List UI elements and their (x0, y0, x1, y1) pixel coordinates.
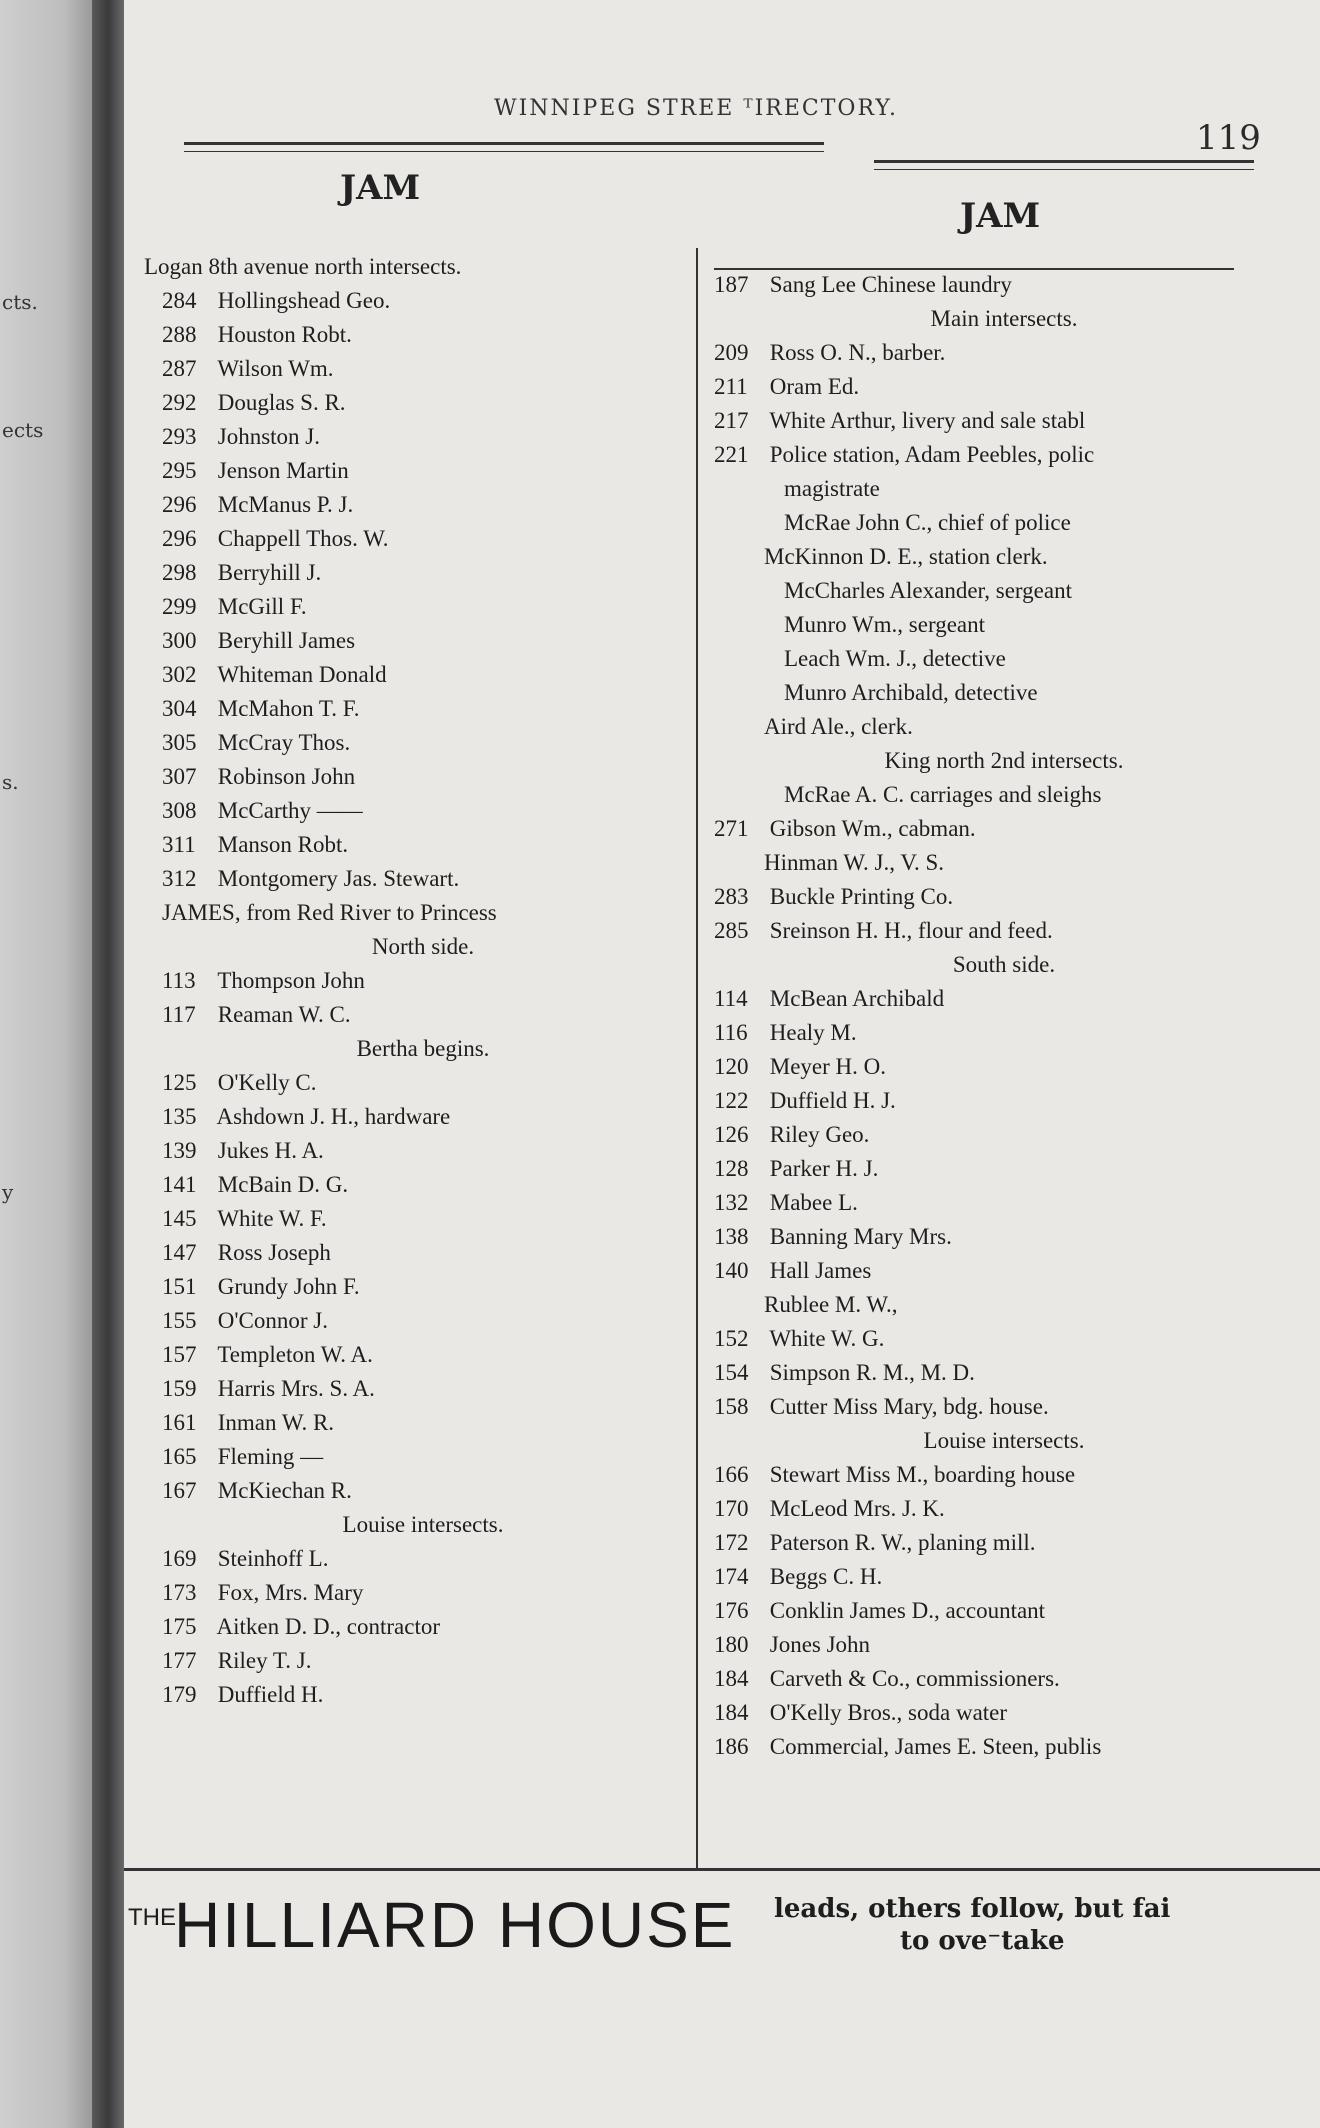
entry-text: Sreinson H. H., flour and feed. (764, 918, 1053, 943)
directory-entry: Munro Archibald, detective (784, 680, 1038, 705)
directory-entry (714, 1050, 1294, 1084)
entry-text: Jenson Martin (212, 458, 349, 483)
section-heading: Louise intersects. (923, 1428, 1085, 1453)
directory-entry (714, 812, 1294, 846)
house-number: 186 (714, 1734, 749, 1759)
section-heading: South side. (952, 952, 1056, 977)
entry-text: Harris Mrs. S. A. (212, 1376, 375, 1401)
house-number: 135 (162, 1104, 197, 1129)
house-number: 173 (162, 1580, 197, 1605)
house-number: 166 (714, 1462, 749, 1487)
footer-rule (124, 1868, 1320, 1871)
entry-text: Simpson R. M., M. D. (764, 1360, 975, 1385)
directory-entry (714, 1662, 1294, 1696)
directory-entry (714, 1118, 1294, 1152)
directory-entry (714, 1322, 1294, 1356)
directory-entry (124, 1236, 684, 1270)
ad-tagline-1: leads, others follow, but fai (774, 1894, 1171, 1924)
entry-text: Chappell Thos. W. (212, 526, 389, 551)
directory-entry (124, 624, 684, 658)
entry-text: O'Connor J. (212, 1308, 328, 1333)
directory-entry: JAMES, from Red River to Princess (162, 900, 497, 925)
directory-entry (124, 352, 684, 386)
entry-text: Riley Geo. (764, 1122, 870, 1147)
right-column (714, 268, 1294, 1764)
entry-text: McKiechan R. (212, 1478, 352, 1503)
house-number: 139 (162, 1138, 197, 1163)
directory-entry (124, 1440, 684, 1474)
entry-text: Johnston J. (212, 424, 320, 449)
column-divider (696, 248, 698, 1868)
directory-entry: McRae A. C. carriages and sleighs (784, 782, 1102, 807)
section-heading: Louise intersects. (342, 1512, 504, 1537)
directory-entry (124, 1644, 684, 1678)
directory-entry: McRae John C., chief of police (784, 510, 1071, 535)
directory-entry (124, 590, 684, 624)
margin-fragment: ects (2, 418, 44, 442)
margin-fragment: cts. (2, 290, 38, 314)
house-number: 293 (162, 424, 197, 449)
house-number: 300 (162, 628, 197, 653)
section-heading: Main intersects. (930, 306, 1078, 331)
house-number: 292 (162, 390, 197, 415)
entry-text: McMahon T. F. (212, 696, 360, 721)
hilliard-house-advertisement (124, 1888, 1320, 1961)
section-heading: Logan 8th avenue north intersects. (144, 254, 462, 279)
directory-entry (124, 1100, 684, 1134)
house-number: 307 (162, 764, 197, 789)
directory-entry (124, 488, 684, 522)
entry-text: Carveth & Co., commissioners. (764, 1666, 1060, 1691)
entry-text: Stewart Miss M., boarding house (764, 1462, 1076, 1487)
house-number: 176 (714, 1598, 749, 1623)
directory-entry (714, 982, 1294, 1016)
entry-text: Thompson John (212, 968, 365, 993)
entry-text: Manson Robt. (212, 832, 349, 857)
house-number: 298 (162, 560, 197, 585)
entry-text: McManus P. J. (212, 492, 354, 517)
directory-entry (714, 268, 1294, 302)
house-number: 179 (162, 1682, 197, 1707)
house-number: 152 (714, 1326, 749, 1351)
entry-text: Berryhill J. (212, 560, 322, 585)
section-heading: Bertha begins. (356, 1036, 490, 1061)
house-number: 312 (162, 866, 197, 891)
house-number: 209 (714, 340, 749, 365)
entry-text: Montgomery Jas. Stewart. (212, 866, 460, 891)
house-number: 311 (162, 832, 196, 857)
directory-entry (124, 658, 684, 692)
house-number: 288 (162, 322, 197, 347)
entry-text: Ross O. N., barber. (764, 340, 946, 365)
directory-entry (714, 1492, 1294, 1526)
house-number: 217 (714, 408, 749, 433)
entry-text: Riley T. J. (212, 1648, 312, 1673)
directory-entry (124, 1372, 684, 1406)
directory-entry (124, 862, 684, 896)
directory-entry: magistrate (784, 476, 880, 501)
entry-text: Healy M. (764, 1020, 857, 1045)
house-number: 165 (162, 1444, 197, 1469)
book-gutter (92, 0, 124, 2128)
house-number: 184 (714, 1666, 749, 1691)
house-number: 169 (162, 1546, 197, 1571)
entry-text: McCray Thos. (212, 730, 351, 755)
directory-page (124, 0, 1320, 2128)
directory-entry (714, 914, 1294, 948)
house-number: 114 (714, 986, 748, 1011)
entry-text: Ashdown J. H., hardware (212, 1104, 451, 1129)
directory-entry: Rublee M. W., (764, 1292, 898, 1317)
ad-name: HILLIARD HOUSE (174, 1889, 736, 1961)
entry-text: White W. G. (764, 1326, 885, 1351)
ad-the: THE (128, 1904, 176, 1931)
entry-text: O'Kelly Bros., soda water (764, 1700, 1008, 1725)
directory-entry (714, 1628, 1294, 1662)
house-number: 184 (714, 1700, 749, 1725)
entry-text: McBean Archibald (764, 986, 945, 1011)
entry-text: White Arthur, livery and sale stabl (764, 408, 1086, 433)
house-number: 211 (714, 374, 748, 399)
house-number: 126 (714, 1122, 749, 1147)
house-number: 285 (714, 918, 749, 943)
entry-text: Grundy John F. (212, 1274, 360, 1299)
house-number: 138 (714, 1224, 749, 1249)
house-number: 175 (162, 1614, 197, 1639)
entry-text: Reaman W. C. (212, 1002, 351, 1027)
house-number: 305 (162, 730, 197, 755)
directory-entry (124, 1474, 684, 1508)
entry-text: Beryhill James (212, 628, 356, 653)
section-heading: King north 2nd intersects. (884, 748, 1124, 773)
entry-text: Paterson R. W., planing mill. (764, 1530, 1036, 1555)
entry-text: Banning Mary Mrs. (764, 1224, 952, 1249)
entry-text: Oram Ed. (764, 374, 860, 399)
directory-entry (124, 692, 684, 726)
house-number: 128 (714, 1156, 749, 1181)
entry-text: Whiteman Donald (212, 662, 387, 687)
directory-entry (124, 1134, 684, 1168)
directory-entry (714, 1696, 1294, 1730)
directory-entry (714, 1594, 1294, 1628)
directory-entry (714, 438, 1294, 472)
directory-entry (714, 1458, 1294, 1492)
house-number: 283 (714, 884, 749, 909)
header-rule-right (874, 160, 1254, 170)
house-number: 287 (162, 356, 197, 381)
header-rule-left (184, 142, 824, 152)
directory-entry (124, 1202, 684, 1236)
entry-text: Inman W. R. (212, 1410, 335, 1435)
entry-text: Sang Lee Chinese laundry (764, 272, 1012, 297)
entry-text: White W. F. (212, 1206, 327, 1231)
house-number: 122 (714, 1088, 749, 1113)
house-number: 117 (162, 1002, 196, 1027)
section-heading: North side. (371, 934, 475, 959)
entry-text: Jones John (764, 1632, 871, 1657)
house-number: 187 (714, 272, 749, 297)
directory-entry (124, 1168, 684, 1202)
entry-text: Hall James (764, 1258, 872, 1283)
directory-entry (124, 1338, 684, 1372)
house-number: 174 (714, 1564, 749, 1589)
entry-text: Beggs C. H. (764, 1564, 883, 1589)
directory-entry: Munro Wm., sergeant (784, 612, 986, 637)
directory-entry (124, 420, 684, 454)
directory-entry (124, 1610, 684, 1644)
entry-text: McLeod Mrs. J. K. (764, 1496, 945, 1521)
directory-entry (124, 726, 684, 760)
directory-entry (714, 1526, 1294, 1560)
house-number: 296 (162, 492, 197, 517)
left-column (124, 250, 684, 1712)
directory-entry: Hinman W. J., V. S. (764, 850, 945, 875)
entry-text: Templeton W. A. (212, 1342, 373, 1367)
directory-entry: Aird Ale., clerk. (764, 714, 913, 739)
house-number: 295 (162, 458, 197, 483)
facing-page-edge (0, 0, 92, 2128)
house-number: 147 (162, 1240, 197, 1265)
entry-text: Fox, Mrs. Mary (212, 1580, 364, 1605)
entry-text: Fleming — (212, 1444, 324, 1469)
house-number: 157 (162, 1342, 197, 1367)
entry-text: Duffield H. J. (764, 1088, 896, 1113)
directory-entry (124, 522, 684, 556)
entry-text: Meyer H. O. (764, 1054, 886, 1079)
entry-text: Mabee L. (764, 1190, 858, 1215)
directory-entry (124, 760, 684, 794)
entry-text: Robinson John (212, 764, 356, 789)
directory-entry (714, 1560, 1294, 1594)
house-number: 132 (714, 1190, 749, 1215)
house-number: 177 (162, 1648, 197, 1673)
house-number: 172 (714, 1530, 749, 1555)
entry-text: Conklin James D., accountant (764, 1598, 1046, 1623)
directory-entry (124, 998, 684, 1032)
directory-entry: McKinnon D. E., station clerk. (764, 544, 1048, 569)
house-number: 159 (162, 1376, 197, 1401)
directory-entry (714, 1730, 1294, 1764)
house-number: 140 (714, 1258, 749, 1283)
house-number: 155 (162, 1308, 197, 1333)
house-number: 302 (162, 662, 197, 687)
house-number: 180 (714, 1632, 749, 1657)
house-number: 158 (714, 1394, 749, 1419)
directory-entry (124, 828, 684, 862)
directory-entry (124, 1304, 684, 1338)
directory-entry (124, 318, 684, 352)
entry-text: Police station, Adam Peebles, polic (764, 442, 1095, 467)
directory-entry (714, 370, 1294, 404)
entry-text: McBain D. G. (212, 1172, 349, 1197)
margin-fragment: s. (2, 770, 19, 794)
entry-text: Duffield H. (212, 1682, 324, 1707)
directory-entry (714, 1152, 1294, 1186)
entry-text: Jukes H. A. (212, 1138, 324, 1163)
house-number: 304 (162, 696, 197, 721)
entry-text: Wilson Wm. (212, 356, 334, 381)
directory-entry (124, 964, 684, 998)
entry-text: Houston Robt. (212, 322, 352, 347)
entry-text: Cutter Miss Mary, bdg. house. (764, 1394, 1049, 1419)
house-number: 308 (162, 798, 197, 823)
directory-entry (124, 556, 684, 590)
directory-entry (124, 284, 684, 318)
directory-entry (124, 1542, 684, 1576)
ad-tagline-2: to ove⁻take (900, 1926, 1065, 1956)
directory-entry (124, 1406, 684, 1440)
entry-text: Parker H. J. (764, 1156, 879, 1181)
house-number: 299 (162, 594, 197, 619)
directory-entry (714, 404, 1294, 438)
directory-entry (714, 1254, 1294, 1288)
house-number: 154 (714, 1360, 749, 1385)
directory-entry (124, 794, 684, 828)
directory-entry (714, 336, 1294, 370)
directory-entry (714, 1186, 1294, 1220)
directory-entry (124, 1678, 684, 1712)
entry-text: O'Kelly C. (212, 1070, 317, 1095)
house-number: 125 (162, 1070, 197, 1095)
directory-entry (714, 880, 1294, 914)
entry-text: Aitken D. D., contractor (212, 1614, 441, 1639)
house-number: 284 (162, 288, 197, 313)
directory-entry: Leach Wm. J., detective (784, 646, 1006, 671)
directory-entry (124, 386, 684, 420)
entry-text: Douglas S. R. (212, 390, 346, 415)
entry-text: McCarthy —— (212, 798, 363, 823)
directory-entry (714, 1390, 1294, 1424)
directory-entry (714, 1084, 1294, 1118)
margin-fragment: y (2, 1180, 14, 1204)
house-number: 271 (714, 816, 749, 841)
left-column-heading: JAM (340, 168, 421, 208)
directory-entry (124, 454, 684, 488)
directory-entry (124, 1066, 684, 1100)
house-number: 221 (714, 442, 749, 467)
house-number: 120 (714, 1054, 749, 1079)
house-number: 296 (162, 526, 197, 551)
entry-text: Ross Joseph (212, 1240, 331, 1265)
directory-entry: McCharles Alexander, sergeant (784, 578, 1072, 603)
running-head: WINNIPEG STREE ᵀIRECTORY. (494, 96, 899, 121)
house-number: 151 (162, 1274, 197, 1299)
page-number: 119 (1196, 118, 1261, 158)
directory-entry (714, 1220, 1294, 1254)
house-number: 145 (162, 1206, 197, 1231)
directory-entry (714, 1356, 1294, 1390)
entry-text: Hollingshead Geo. (212, 288, 391, 313)
house-number: 141 (162, 1172, 197, 1197)
entry-text: Gibson Wm., cabman. (764, 816, 976, 841)
house-number: 113 (162, 968, 196, 993)
entry-text: Buckle Printing Co. (764, 884, 954, 909)
right-column-heading: JAM (960, 196, 1041, 236)
house-number: 170 (714, 1496, 749, 1521)
house-number: 161 (162, 1410, 197, 1435)
house-number: 167 (162, 1478, 197, 1503)
house-number: 116 (714, 1020, 748, 1045)
entry-text: Commercial, James E. Steen, publis (764, 1734, 1102, 1759)
directory-entry (124, 1270, 684, 1304)
directory-entry (124, 1576, 684, 1610)
entry-text: Steinhoff L. (212, 1546, 329, 1571)
entry-text: McGill F. (212, 594, 307, 619)
directory-entry (714, 1016, 1294, 1050)
